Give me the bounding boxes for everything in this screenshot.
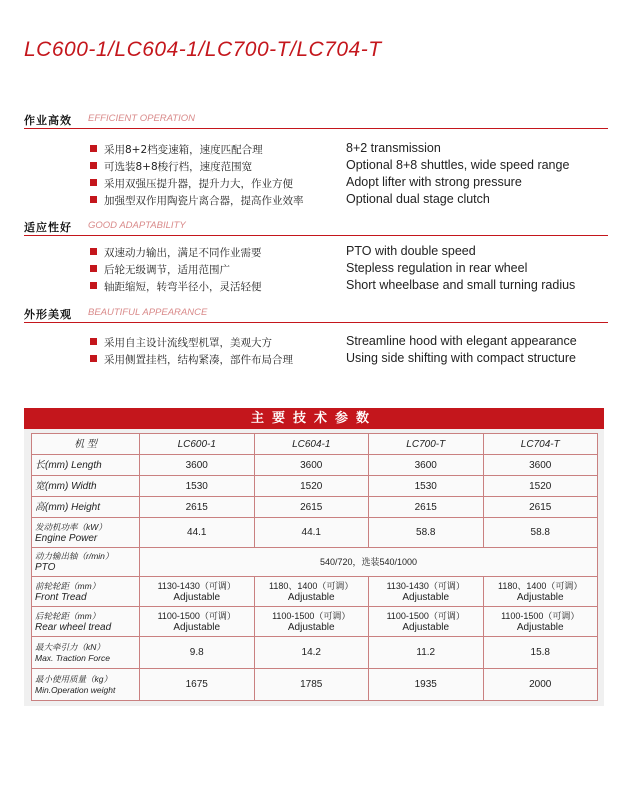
- section-header-beautiful-appearance: [24, 306, 608, 323]
- section-title-cn: 外形美观: [24, 308, 72, 321]
- section-title-cn: 作业高效: [24, 114, 72, 127]
- spec-title: 主要技术参数: [24, 408, 604, 429]
- feature-text-cn: 加强型双作用陶瓷片离合器，提高作业效率: [104, 195, 304, 207]
- feature-item: [90, 278, 600, 295]
- row-label-en: Front Tread: [35, 591, 87, 603]
- table-cell: 15.8: [483, 637, 598, 669]
- bullet-icon: [90, 265, 97, 272]
- feature-item: [90, 158, 600, 175]
- table-row: [32, 607, 598, 637]
- row-label-cn: 动力输出轴（r/min）: [35, 551, 114, 561]
- feature-item: [90, 175, 600, 192]
- table-cell: 3600: [483, 455, 598, 476]
- table-cell: 1130-1430（可调） Adjustable: [369, 577, 484, 607]
- bullet-icon: [90, 145, 97, 152]
- model-header: LC604-1: [254, 434, 369, 455]
- feature-text-en: Using side shifting with compact structure: [346, 351, 576, 365]
- feature-item: [90, 334, 600, 351]
- table-cell: 58.8: [483, 518, 598, 548]
- row-label: 宽(mm) Width: [32, 476, 140, 497]
- bullet-icon: [90, 355, 97, 362]
- table-cell: 44.1: [254, 518, 369, 548]
- table-cell: 11.2: [369, 637, 484, 669]
- section-header-good-adaptability: [24, 219, 608, 236]
- table-cell: 1530: [140, 476, 255, 497]
- row-label: [32, 669, 140, 701]
- table-cell: 1785: [254, 669, 369, 701]
- feature-text-cn: 采用侧置挂档，结构紧凑，部件布局合理: [104, 354, 293, 366]
- table-row: [32, 637, 598, 669]
- feature-text-cn: 可选装8+8梭行档，速度范围宽: [104, 161, 253, 173]
- row-label: 高(mm) Height: [32, 497, 140, 518]
- table-cell: 2615: [140, 497, 255, 518]
- table-cell: 1520: [254, 476, 369, 497]
- feature-item: [90, 244, 600, 261]
- table-cell: 2615: [369, 497, 484, 518]
- section-title-en: BEAUTIFUL APPEARANCE: [88, 307, 208, 318]
- row-label-cn: 最大牵引力（kN）: [35, 641, 105, 652]
- table-cell: 1100-1500（可调） Adjustable: [369, 607, 484, 637]
- feature-text-cn: 采用自主设计流线型机罩，美观大方: [104, 337, 272, 349]
- section-title-en: GOOD ADAPTABILITY: [88, 220, 186, 231]
- table-cell: 1530: [369, 476, 484, 497]
- row-label: [32, 607, 140, 637]
- row-label-en: Rear wheel tread: [35, 621, 112, 633]
- bullet-icon: [90, 282, 97, 289]
- table-cell: 1180、1400（可调） Adjustable: [483, 577, 598, 607]
- table-cell: 2000: [483, 669, 598, 701]
- table-cell: 1100-1500（可调） Adjustable: [140, 607, 255, 637]
- table-row: [32, 577, 598, 607]
- table-cell: 3600: [140, 455, 255, 476]
- table-cell: 58.8: [369, 518, 484, 548]
- section-title-cn: 适应性好: [24, 221, 72, 234]
- feature-text-cn: 双速动力输出，满足不同作业需要: [104, 247, 262, 259]
- spec-panel: [24, 408, 604, 706]
- table-cell: 1180、1400（可调） Adjustable: [254, 577, 369, 607]
- table-cell-merged: 540/720，选装540/1000: [140, 548, 598, 577]
- table-cell: 14.2: [254, 637, 369, 669]
- row-label-cn: 发动机功率（kW）: [35, 521, 107, 532]
- header-label: 机 型: [32, 434, 140, 455]
- table-row: [32, 669, 598, 701]
- table-row: [32, 455, 598, 476]
- table-cell: 2615: [254, 497, 369, 518]
- table-cell: 1100-1500（可调） Adjustable: [254, 607, 369, 637]
- table-row: [32, 476, 598, 497]
- model-header: LC700-T: [369, 434, 484, 455]
- table-cell: 9.8: [140, 637, 255, 669]
- bullet-icon: [90, 179, 97, 186]
- bullet-icon: [90, 162, 97, 169]
- feature-text-en: Optional 8+8 shuttles, wide speed range: [346, 158, 570, 172]
- table-cell: 1935: [369, 669, 484, 701]
- model-header: LC704-T: [483, 434, 598, 455]
- bullet-icon: [90, 248, 97, 255]
- table-cell: 1675: [140, 669, 255, 701]
- feature-item: [90, 192, 600, 209]
- row-label: [32, 518, 140, 548]
- row-label: [32, 577, 140, 607]
- section-header-efficient-operation: [24, 112, 608, 129]
- section-title-en: EFFICIENT OPERATION: [88, 113, 195, 124]
- feature-item: [90, 351, 600, 368]
- row-label-en: Min.Operation weight: [35, 684, 116, 695]
- spec-table: [31, 433, 598, 701]
- row-label: [32, 548, 140, 577]
- feature-text-en: PTO with double speed: [346, 244, 476, 258]
- feature-text-en: Adopt lifter with strong pressure: [346, 175, 522, 189]
- row-label-en: Max. Traction Force: [35, 652, 110, 663]
- row-label-en: PTO: [35, 562, 56, 573]
- table-cell: 1520: [483, 476, 598, 497]
- feature-text-en: Stepless regulation in rear wheel: [346, 261, 528, 275]
- table-row: [32, 497, 598, 518]
- table-header-row: [32, 434, 598, 455]
- table-row: [32, 548, 598, 577]
- feature-text-en: Short wheelbase and small turning radius: [346, 278, 576, 292]
- feature-item: [90, 141, 600, 158]
- table-cell: 3600: [254, 455, 369, 476]
- table-cell: 44.1: [140, 518, 255, 548]
- feature-item: [90, 261, 600, 278]
- feature-text-en: Streamline hood with elegant appearance: [346, 334, 577, 348]
- bullet-icon: [90, 196, 97, 203]
- feature-text-en: 8+2 transmission: [346, 141, 441, 155]
- row-label: [32, 637, 140, 669]
- model-header: LC600-1: [140, 434, 255, 455]
- bullet-icon: [90, 338, 97, 345]
- row-label-cn: 前轮轮距（mm）: [35, 580, 101, 591]
- table-cell: 3600: [369, 455, 484, 476]
- page-title: LC600-1/LC604-1/LC700-T/LC704-T: [24, 38, 382, 61]
- table-cell: 1100-1500（可调） Adjustable: [483, 607, 598, 637]
- table-row: [32, 518, 598, 548]
- feature-text-cn: 采用双强压提升器，提升力大，作业方便: [104, 178, 293, 190]
- feature-text-cn: 采用8+2档变速箱，速度匹配合理: [104, 144, 263, 156]
- row-label-cn: 后轮轮距（mm）: [35, 610, 101, 621]
- row-label: 长(mm) Length: [32, 455, 140, 476]
- table-cell: 1130-1430（可调） Adjustable: [140, 577, 255, 607]
- feature-text-cn: 轴距缩短，转弯半径小，灵活轻便: [104, 281, 262, 293]
- feature-text-en: Optional dual stage clutch: [346, 192, 490, 206]
- row-label-cn: 最小使用质量（kg）: [35, 673, 112, 684]
- table-cell: 2615: [483, 497, 598, 518]
- row-label-en: Engine Power: [35, 532, 98, 544]
- feature-text-cn: 后轮无级调节，适用范围广: [104, 264, 230, 276]
